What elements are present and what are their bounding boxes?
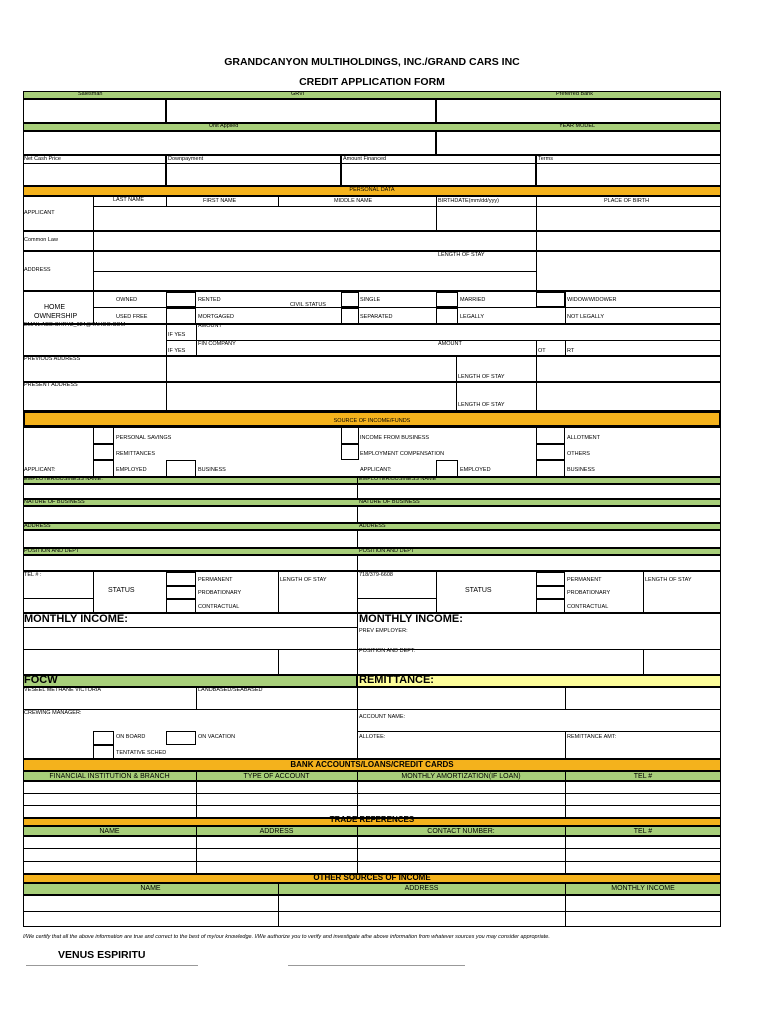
emp-address-right-label: ADDRESS	[359, 523, 386, 529]
trade-title: TRADE REFERENCES	[329, 815, 415, 824]
nature-right-label: NATURE OF BUSINESS	[359, 499, 420, 505]
legally-label: LEGALLY	[460, 314, 485, 320]
if-yes-label-2: IF YES	[168, 348, 186, 354]
address-label: ADDRESS	[24, 267, 51, 273]
trade-table[interactable]	[23, 836, 721, 874]
length-of-stay-2: LENGTH OF STAY	[458, 374, 505, 380]
position-right-label: POSITION AND DEPT	[359, 548, 415, 554]
place-of-birth-label: PLACE OF BIRTH	[604, 198, 650, 204]
allotee-label: ALLOTEE:	[359, 734, 386, 740]
on-vacation-checkbox[interactable]	[166, 731, 196, 745]
probationary-label-left: PROBATIONARY	[198, 590, 242, 596]
contractual-label-right: CONTRACTUAL	[567, 604, 609, 610]
probationary-checkbox-left[interactable]	[166, 586, 196, 599]
company-name: GRANDCANYON MULTIHOLDINGS, INC./GRAND CARS INC	[224, 56, 520, 68]
remittance-amt-label: REMITTANCE AMT:	[567, 734, 617, 740]
focw-block	[23, 687, 721, 759]
income-business-label: INCOME FROM BUSINESS	[360, 435, 430, 441]
on-board-label: ON BOARD	[116, 734, 146, 740]
tentative-checkbox[interactable]	[93, 745, 114, 759]
personal-savings-checkbox[interactable]	[93, 427, 114, 444]
separated-label: SEPARATED	[360, 314, 393, 320]
allotment-label: ALLOTMENT	[567, 435, 601, 441]
fin-company-label: FIN COMPANY	[198, 341, 236, 347]
account-name-label: ACCOUNT NAME:	[359, 714, 406, 720]
amount-financed-label: Amount Financed	[343, 156, 387, 162]
unit-header-bar	[23, 123, 721, 131]
crewing-label: CREWING MANAGER:	[24, 710, 82, 716]
signer-name: VENUS ESPIRITU	[58, 949, 146, 961]
present-address-row	[23, 382, 721, 411]
other-title: OTHER SOURCES OF INCOME	[313, 873, 431, 882]
focw-label: FOCW	[24, 674, 58, 686]
monthly-income-right: MONTHLY INCOME:	[359, 613, 463, 625]
preferred-bank-field[interactable]	[436, 99, 721, 123]
used-free-label: USED FREE	[116, 314, 148, 320]
permanent-label-left: PERMANENT	[198, 577, 233, 583]
emp-name-right-label: EMPLOYER/BUSINESS NAME	[359, 476, 437, 482]
middle-name-label: MIDDLE NAME	[334, 198, 373, 204]
emp-name-fields[interactable]	[23, 484, 721, 499]
length-label-left: LENGTH OF STAY	[280, 577, 327, 583]
signature-line-1	[26, 965, 198, 966]
preferred-bank-label: Preferred Bank	[556, 91, 593, 97]
monthly-income-left: MONTHLY INCOME:	[24, 613, 128, 625]
tel-left-label: TEL # :	[24, 572, 42, 578]
allotment-checkbox[interactable]	[536, 427, 565, 444]
married-checkbox[interactable]	[436, 292, 458, 307]
income-business-checkbox[interactable]	[341, 427, 359, 444]
previous-address-row	[23, 356, 721, 382]
married-label: MARRIED	[460, 297, 486, 303]
applicant-label-left: APPLICANT:	[24, 467, 56, 473]
not-legally-label: NOT LEGALLY	[567, 314, 605, 320]
single-label: SINGLE	[360, 297, 381, 303]
amount-label: AMOUNT	[198, 323, 222, 329]
birthdate-label: BIRTHDATE(mm/dd/yyy)	[438, 198, 499, 204]
terms-label: Terms	[538, 156, 553, 162]
widow-checkbox[interactable]	[536, 292, 565, 307]
salesman-label: Salesman	[78, 91, 103, 97]
rt-label: RT	[567, 348, 575, 354]
contractual-checkbox-right[interactable]	[536, 599, 565, 613]
certify-text: I/We certify that all the above information are true and correct to the best of my/our knowledge. I/We authorize you to verify and investigate athe above information from whatever sources you may consider appropriate.	[23, 934, 550, 940]
last-name-label: LAST NAME	[113, 197, 145, 203]
contractual-checkbox-left[interactable]	[166, 599, 196, 613]
on-board-checkbox[interactable]	[93, 731, 114, 745]
status-left-label: STATUS	[108, 587, 135, 594]
personal-savings-label: PERSONAL SAVINGS	[116, 435, 172, 441]
email-text: EMAIL ADD:CHRYZ_024@YAHOO.COM	[24, 322, 126, 328]
other-col3: MONTHLY INCOME	[611, 885, 675, 892]
home-label: HOME	[44, 304, 65, 311]
first-name-label: FIRST NAME	[203, 198, 237, 204]
applicant-label: APPLICANT	[24, 210, 55, 216]
employed-label-left: EMPLOYED	[116, 467, 147, 473]
applicant-label-right: APPLICANT:	[360, 467, 392, 473]
nature-fields[interactable]	[23, 506, 721, 523]
prev-employer-label: PREV EMPLOYER:	[359, 628, 408, 634]
common-law-label: Common Law	[24, 237, 58, 243]
rented-label: RENTED	[198, 297, 221, 303]
employed-checkbox-left[interactable]	[93, 460, 114, 477]
legally-checkbox[interactable]	[436, 308, 458, 324]
if-yes-label-1: IF YES	[168, 332, 186, 338]
net-cash-label: Net Cash Price	[24, 156, 61, 162]
position-fields[interactable]	[23, 555, 721, 571]
year-model-field[interactable]	[436, 131, 721, 155]
permanent-checkbox-right[interactable]	[536, 572, 565, 586]
terms-field[interactable]	[536, 155, 721, 186]
probationary-label-right: PROBATIONARY	[567, 590, 611, 596]
emp-address-left-label: ADDRESS	[24, 523, 51, 529]
employed-label-right: EMPLOYED	[460, 467, 491, 473]
trade-col2: ADDRESS	[259, 828, 294, 835]
remittance-label: REMITTANCE:	[359, 674, 434, 686]
business-checkbox-left[interactable]	[166, 460, 196, 477]
civil-status-label: CIVIL STATUS	[290, 302, 326, 308]
focw-bar	[23, 675, 357, 687]
employment-comp-label: EMPLOYMENT COMPENSATION	[360, 451, 445, 457]
amount2-label: AMOUNT	[438, 341, 462, 347]
tel-right-value: 718/379-6608	[359, 572, 393, 578]
business-label-right: BUSINESS	[567, 467, 595, 473]
other-col1: NAME	[140, 885, 161, 892]
bank-title: BANK ACCOUNTS/LOANS/CREDIT CARDS	[290, 760, 454, 769]
salesman-field[interactable]	[23, 99, 166, 123]
emp-name-left-label: EMPLOYER/BUSINESS NAME:	[24, 476, 103, 482]
bank-table[interactable]	[23, 781, 721, 818]
ownership-label: OWNERSHIP	[34, 313, 78, 320]
remittances-label: REMITTANCES	[116, 451, 156, 457]
single-checkbox[interactable]	[341, 292, 359, 307]
bank-col3: MONTHLY AMORTIZATION(IF LOAN)	[401, 773, 521, 780]
position-left-label: POSITION AND DEPT	[24, 548, 80, 554]
year-model-label: YEAR MODEL	[559, 123, 596, 129]
remittances-checkbox[interactable]	[93, 444, 114, 460]
permanent-label-right: PERMANENT	[567, 577, 602, 583]
bank-col2: TYPE OF ACCOUNT	[243, 773, 310, 780]
common-law-row	[23, 231, 721, 251]
tentative-label: TENTATIVE SCHED	[116, 750, 167, 756]
length-of-stay-label: LENGTH OF STAY	[438, 252, 485, 258]
permanent-checkbox-left[interactable]	[166, 572, 196, 586]
contractual-label-left: CONTRACTUAL	[198, 604, 240, 610]
bank-col4: TEL #	[633, 773, 653, 780]
employment-comp-checkbox[interactable]	[341, 444, 359, 460]
form-title: CREDIT APPLICATION FORM	[299, 76, 445, 88]
top-header-bar	[23, 91, 721, 99]
grvi-field[interactable]	[166, 99, 436, 123]
business-checkbox-right[interactable]	[536, 460, 565, 477]
trade-col4: TEL #	[633, 828, 653, 835]
used-free-checkbox[interactable]	[166, 308, 196, 324]
employed-checkbox-right[interactable]	[436, 460, 458, 477]
downpayment-label: Downpayment	[168, 156, 204, 162]
on-vacation-label: ON VACATION	[198, 734, 236, 740]
present-address-label: PRESENT ADDRESS	[24, 382, 78, 388]
others-checkbox[interactable]	[536, 444, 565, 460]
emp-address-fields[interactable]	[23, 530, 721, 548]
unit-applied-field[interactable]	[23, 131, 436, 155]
nature-left-label: NATURE OF BUSINESS	[24, 499, 85, 505]
trade-col3: CONTACT NUMBER:	[427, 828, 495, 835]
personal-data-title: PERSONAL DATA	[349, 187, 395, 193]
ot-label: OT	[538, 348, 546, 354]
landbased-label: LANDBASED/SEABASED	[198, 687, 263, 693]
mortgaged-label: MORTGAGED	[198, 314, 234, 320]
previous-address-label: PREVIOUS ADDRESS	[24, 356, 81, 362]
business-label-left: BUSINESS	[198, 467, 226, 473]
length-label-right: LENGTH OF STAY	[645, 577, 692, 583]
unit-applied-label: Unit Applied	[209, 123, 239, 129]
owned-label: OWNED	[116, 297, 138, 303]
widow-label: WIDOW/WIDOWER	[567, 297, 617, 303]
owned-checkbox[interactable]	[166, 292, 196, 307]
other-col2: ADDRESS	[404, 885, 439, 892]
separated-checkbox[interactable]	[341, 308, 359, 324]
income-title: SOURCE OF INCOME/FUNDS	[333, 418, 411, 424]
status-right-label: STATUS	[465, 587, 492, 594]
position-prev-label: POSITION AND DEPT:	[359, 648, 416, 654]
others-label: OTHERS	[567, 451, 590, 457]
probationary-checkbox-right[interactable]	[536, 586, 565, 599]
trade-col1: NAME	[99, 828, 120, 835]
grvi-label: GRVI	[291, 91, 305, 97]
signature-line-2	[288, 965, 465, 966]
bank-col1: FINANCIAL INSTITUTION & BRANCH	[49, 773, 170, 780]
length-of-stay-3: LENGTH OF STAY	[458, 402, 505, 408]
vessel-label: VESEEL METHANE VICTORIA	[24, 687, 102, 693]
